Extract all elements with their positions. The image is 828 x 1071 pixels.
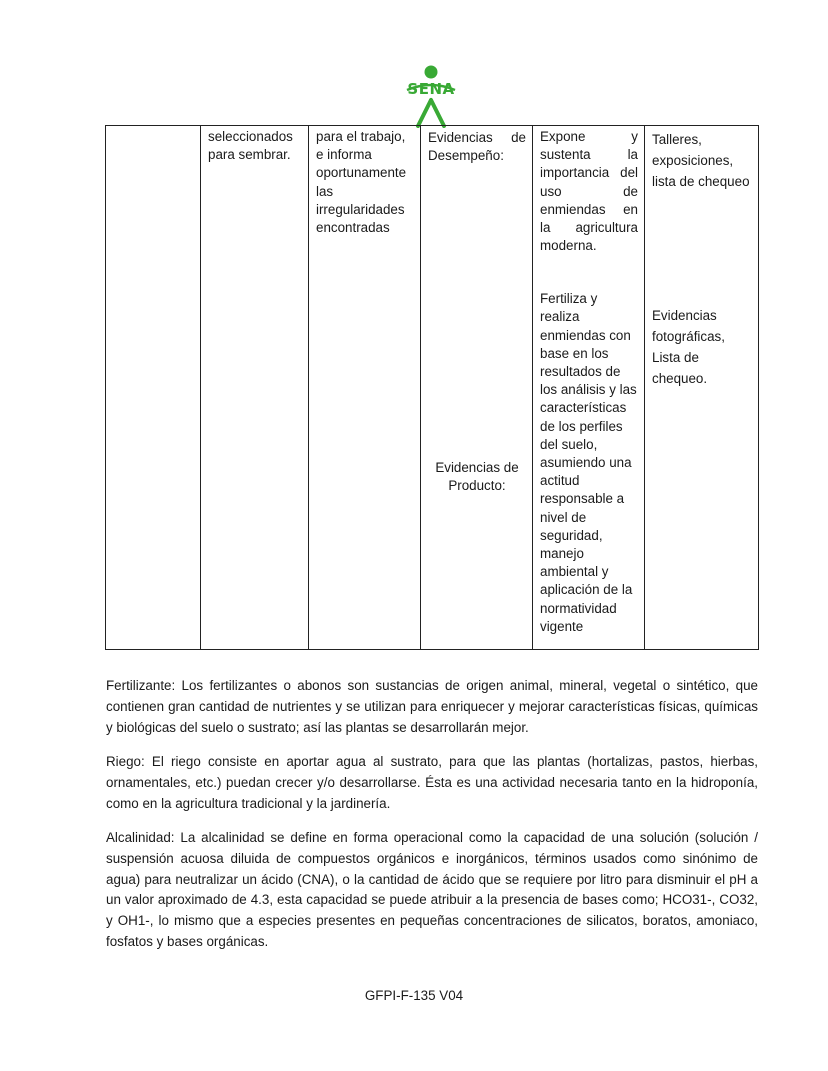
evidence-table bbox=[105, 125, 759, 650]
paragraph-fertilizante: Fertilizante: Los fertilizantes o abonos son sustancias de origen animal, mineral, vegetal o sintético, que contienen gran cantidad de nutrientes y se utilizan para enriquecer y mejorar características físicas, químicas y biológicas del suelo o sustrato; así las plantas se desarrollarán mejor. bbox=[106, 678, 758, 735]
table-cell-producto-desc: Fertiliza y realiza enmiendas con base en los resultados de los análisis y las características de los perfiles del suelo, asumiendo una actitud responsable a nivel de seguridad, manejo ambiental y aplicación de la normatividad vigente bbox=[533, 286, 645, 650]
table-cell-desempeno-label: Evidencias de Desempeño: bbox=[421, 126, 533, 286]
table-cell-desempeno-tools: Talleres, exposiciones, lista de chequeo bbox=[645, 126, 759, 286]
table-cell-producto-label: Evidencias de Producto: bbox=[421, 286, 533, 650]
paragraph-alcalinidad: Alcalinidad: La alcalinidad se define en forma operacional como la capacidad de una solución (solución / suspensión acuosa diluida de compuestos orgánicos e inorgánicos, términos usados como sinónimo de agua) para neutralizar un ácido (CNA), o la cantidad de ácido que se requiere por litro para disminuir el pH a un valor aproximado de 4.3, esta capacidad se puede atribuir a la presencia de bases como; HCO31-, CO32, y OH1-, lo mismo que a especies presentes en pequeñas concentraciones de silicatos, boratos, amoniaco, fosfatos y bases orgánicas. bbox=[106, 830, 758, 949]
table-cell-criteria: seleccionados para sembrar. bbox=[201, 126, 309, 650]
document-code-footer: GFPI-F-135 V04 bbox=[364, 988, 464, 1003]
logo-text: SENA bbox=[407, 80, 455, 98]
table-cell-attitude: para el trabajo, e informa oportunamente las irregularidades encontradas bbox=[309, 126, 421, 650]
paragraph-riego: Riego: El riego consiste en aportar agua al sustrato, para que las plantas (hortalizas, pastos, hierbas, ornamentales, etc.) puedan crecer y/o desarrollarse. Ésta es una actividad necesaria tanto en la hidroponía, como en la agricultura tradicional y la jardinería. bbox=[106, 754, 758, 811]
table-cell-desempeno-desc: Expone y sustenta la importancia del uso de enmiendas en la agricultura moderna. bbox=[533, 126, 645, 286]
table-cell-empty bbox=[106, 126, 201, 650]
table-cell-producto-tools: Evidencias fotográficas, Lista de chequeo. bbox=[645, 286, 759, 650]
sena-logo bbox=[396, 64, 466, 128]
